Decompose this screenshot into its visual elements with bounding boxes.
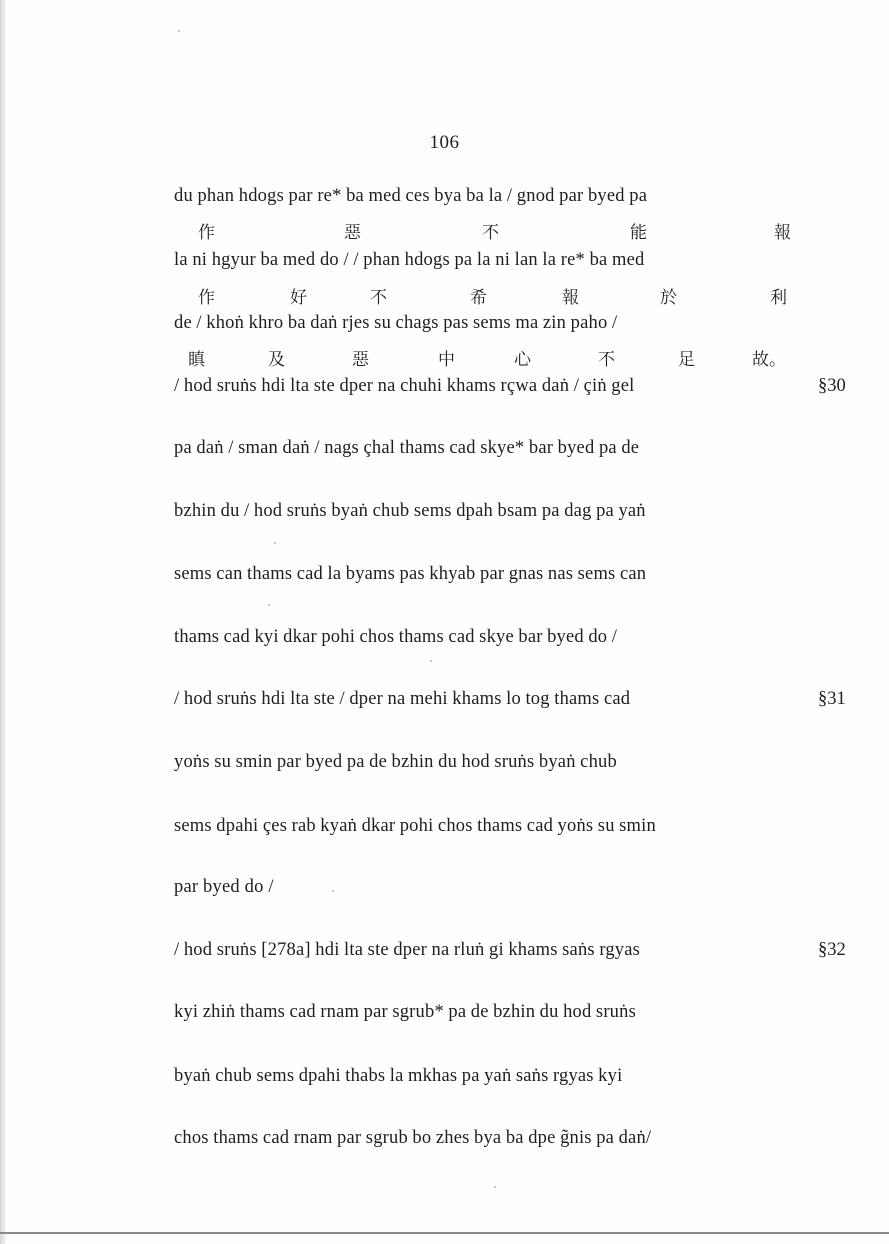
text-line: par byed do / <box>174 877 274 897</box>
gloss-char: 報 <box>774 223 791 243</box>
section-marker: §31 <box>818 689 846 709</box>
gloss-char: 作 <box>198 223 215 243</box>
text-line: du phan hdogs par re* ba med ces bya ba la / gnod par byed pa <box>174 186 648 206</box>
scan-speck <box>430 660 432 662</box>
gloss-char: 不 <box>482 223 499 243</box>
gloss-char: 不 <box>370 288 387 308</box>
text-line: pa daṅ / sman daṅ / nags çhal thams cad skye* bar byed pa de <box>174 438 640 458</box>
gloss-char: 心 <box>514 350 531 370</box>
scan-speck <box>494 1186 496 1188</box>
gloss-char: 於 <box>660 288 677 308</box>
page-bottom-edge <box>0 1232 889 1234</box>
gloss-char: 中 <box>438 350 455 370</box>
text-line: / hod sruṅs hdi lta ste / dper na mehi khams lo tog thams cad <box>174 689 631 709</box>
text-line: / hod sruṅs hdi lta ste dper na chuhi khams rçwa daṅ / çiṅ gel <box>174 376 635 396</box>
scan-speck <box>178 30 180 32</box>
gloss-char: 瞋 <box>188 350 205 370</box>
text-line: sems can thams cad la byams pas khyab par gnas nas sems can <box>174 564 647 584</box>
gloss-char: 惡 <box>352 350 369 370</box>
gloss-char: 足 <box>678 350 695 370</box>
gloss-char: 利 <box>770 288 787 308</box>
text-line: byaṅ chub sems dpahi thabs la mkhas pa yaṅ saṅs rgyas kyi <box>174 1066 623 1086</box>
text-line: thams cad kyi dkar pohi chos thams cad skye bar byed do / <box>174 627 618 647</box>
section-marker: §32 <box>818 940 846 960</box>
text-line: chos thams cad rnam par sgrub bo zhes bya ba dpe g̃nis pa daṅ/ <box>174 1128 652 1148</box>
gloss-char: 報 <box>562 288 579 308</box>
scan-speck <box>268 604 270 606</box>
text-line: sems dpahi çes rab kyaṅ dkar pohi chos thams cad yoṅs su smin <box>174 816 656 836</box>
text-line: de / khoṅ khro ba daṅ rjes su chags pas sems ma zin paho / <box>174 313 618 333</box>
scan-speck <box>274 542 276 544</box>
scan-speck <box>332 890 334 892</box>
gloss-char: 好 <box>290 288 307 308</box>
gloss-char: 希 <box>470 288 487 308</box>
gloss-char: 不 <box>598 350 615 370</box>
gloss-char: 能 <box>630 223 647 243</box>
text-line: bzhin du / hod sruṅs byaṅ chub sems dpah bsam pa dag pa yaṅ <box>174 501 646 521</box>
text-line: la ni hgyur ba med do / / phan hdogs pa la ni lan la re* ba med <box>174 250 645 270</box>
page-number: 106 <box>429 132 460 153</box>
section-marker: §30 <box>818 376 846 396</box>
gloss-char: 惡 <box>344 223 361 243</box>
gloss-char: 作 <box>198 288 215 308</box>
text-line: kyi zhiṅ thams cad rnam par sgrub* pa de bzhin du hod sruṅs <box>174 1002 636 1022</box>
text-line: / hod sruṅs [278a] hdi lta ste dper na rluṅ gi khams saṅs rgyas <box>174 940 641 960</box>
gloss-char: 故。 <box>752 350 786 370</box>
scan-edge-shadow <box>0 0 6 1244</box>
gloss-char: 及 <box>268 350 285 370</box>
text-line: yoṅs su smin par byed pa de bzhin du hod sruṅs byaṅ chub <box>174 752 617 772</box>
